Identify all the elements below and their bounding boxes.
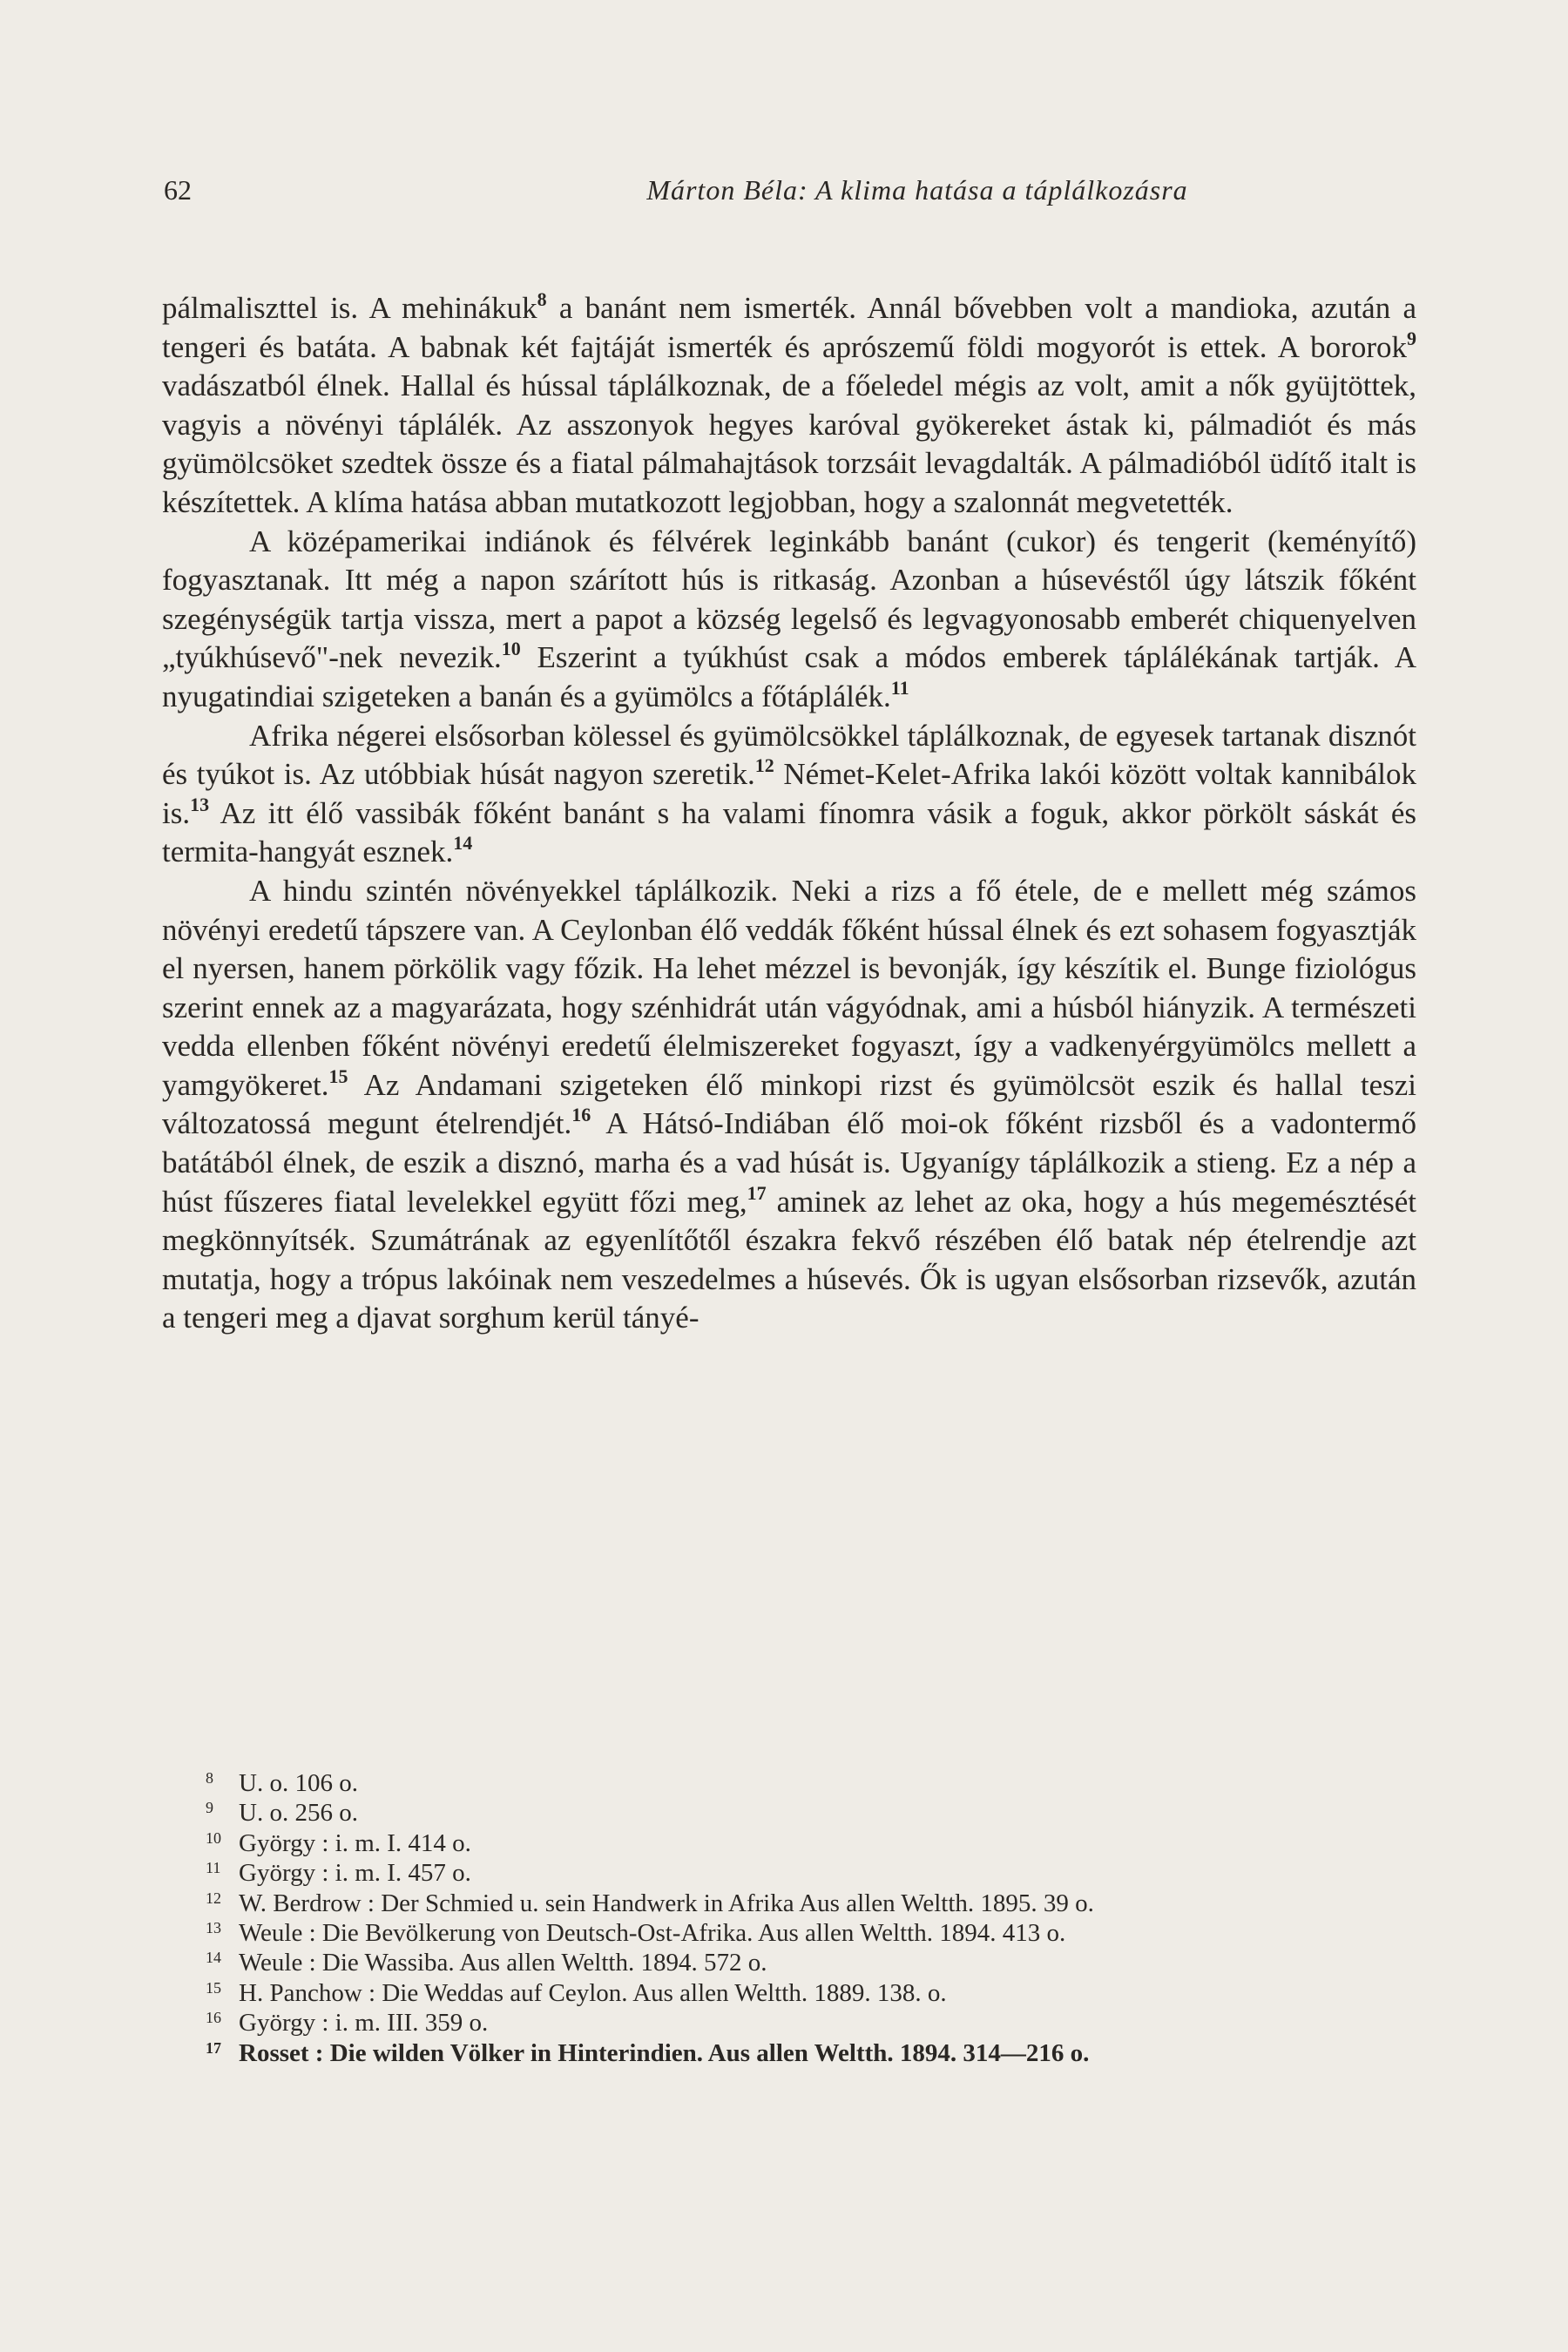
footnote-16: [164, 2008, 1418, 2038]
paragraph-3: [162, 717, 1416, 872]
footnote-mark: 12: [206, 1889, 221, 1907]
main-text: [162, 289, 1416, 1338]
footnote-9: [164, 1798, 1418, 1828]
footnote-ref-16: 16: [571, 1104, 591, 1126]
footnote-ref-10: 10: [501, 638, 521, 660]
page-number: 62: [164, 174, 192, 206]
text-run: A Hátsó-Indiában élő moi-ok főként rizsből és a vadontermő batátából élnek, de eszik a disznó, marha és a vad húsát is. Ugyanígy táplálkozik a stieng. Ez a nép a húst fűszeres fiatal levelekkel együtt főzi meg,: [162, 1106, 1416, 1219]
footnote-text: U. o. 106 o.: [239, 1769, 358, 1797]
footnote-mark: 15: [206, 1978, 221, 1997]
footnote-mark: 14: [206, 1949, 221, 1967]
footnote-13: [164, 1918, 1418, 1948]
footnote-ref-8: 8: [537, 288, 547, 310]
footnote-mark: 9: [206, 1799, 213, 1817]
text-run: a banánt nem ismerték. Annál bővebben volt a mandioka, azután a tengeri és batáta. A babnak két fajtáját ismerték és aprószemű földi mogyorót is ettek. A bororok: [162, 291, 1416, 364]
footnote-10: [164, 1828, 1418, 1858]
footnote-text: U. o. 256 o.: [239, 1799, 358, 1828]
footnote-ref-15: 15: [328, 1064, 348, 1087]
footnote-17: [164, 2038, 1418, 2068]
running-title: Márton Béla: A klima hatása a táplálkozásra: [646, 174, 1188, 206]
text-run: Az Andamani szigeteken élő minkopi rizst és gyümölcsöt eszik és hallal teszi változatossá megunt ételrendjét.: [162, 1067, 1416, 1141]
paragraph-1: [162, 289, 1416, 523]
paragraph-4: [162, 872, 1416, 1338]
footnote-mark: 17: [206, 2038, 221, 2057]
footnote-text: Rosset : Die wilden Völker in Hinterindien. Aus allen Weltth. 1894. 314—216 o.: [239, 2038, 1090, 2067]
text-run: A hindu szintén növényekkel táplálkozik. Neki a rizs a fő étele, de e mellett még számos növényi eredetű tápszere van. A Ceylonban élő veddák főként hússal élnek és ezt sohasem fogyasztják el nyersen, hanem pörkölik vagy főzik. Ha lehet mézzel is bevonják, így készítik el. Bunge fiziológus szerint ennek az a magyarázata, hogy szénhidrát után vágyódnak, ami a húsból hiányzik. A természeti vedda ellenben főként növényi eredetű élelmiszereket fogyaszt, így a vadkenyérgyümölcs mellett a yamgyökeret.: [162, 873, 1416, 1102]
text-run: Afrika négerei elsősorban kölessel és gyümölcsökkel táplálkoznak, de egyesek tartanak disznót és tyúkot is. Az utóbbiak húsát nagyon szeretik.: [162, 718, 1416, 792]
footnote-text: Weule : Die Bevölkerung von Deutsch-Ost-Afrika. Aus allen Weltth. 1894. 413 o.: [239, 1919, 1066, 1948]
text-run: Eszerint a tyúkhúst csak a módos emberek táplálékának tartják. A nyugatindiai szigeteken a banán és a gyümölcs a főtáplálék.: [162, 640, 1416, 713]
footnote-text: György : i. m. I. 457 o.: [239, 1859, 471, 1888]
paragraph-2: [162, 523, 1416, 717]
footnote-text: Weule : Die Wassiba. Aus allen Weltth. 1894. 572 o.: [239, 1949, 767, 1977]
footnote-ref-11: 11: [890, 676, 909, 699]
footnote-15: [164, 1978, 1418, 2008]
footnote-14: [164, 1948, 1418, 1977]
text-run: A középamerikai indiánok és félvérek leginkább banánt (cukor) és tengerit (keményítő) fogyasztanak. Itt még a napon szárított hús is ritkaság. Azonban a húsevéstől úgy látszik főként szegénységük tartja vissza, mert a papot a község legelső és legvagyonosabb emberét chiquenyelven „tyúkhúsevő"-nek nevezik.: [162, 524, 1416, 675]
footnote-ref-14: 14: [453, 832, 473, 855]
footnote-text: H. Panchow : Die Weddas auf Ceylon. Aus allen Weltth. 1889. 138. o.: [239, 1978, 947, 2007]
footnote-text: György : i. m. I. 414 o.: [239, 1828, 471, 1857]
footnote-mark: 10: [206, 1828, 221, 1847]
text-run: pálmaliszttel is. A mehinákuk: [162, 291, 537, 325]
footnote-mark: 8: [206, 1769, 213, 1787]
footnote-12: [164, 1889, 1418, 1918]
footnote-11: [164, 1858, 1418, 1888]
footnotes: [164, 1768, 1418, 2068]
footnote-ref-13: 13: [190, 793, 210, 815]
footnote-text: W. Berdrow : Der Schmied u. sein Handwerk in Afrika Aus allen Weltth. 1895. 39 o.: [239, 1889, 1094, 1917]
page-header: [164, 174, 1409, 218]
footnote-8: [164, 1768, 1418, 1798]
footnote-ref-17: 17: [747, 1181, 767, 1204]
footnote-text: György : i. m. III. 359 o.: [239, 2009, 489, 2038]
footnote-mark: 13: [206, 1919, 221, 1937]
footnote-ref-12: 12: [754, 754, 774, 777]
text-run: Német-Kelet-Afrika lakói között voltak kannibálok is.: [162, 757, 1416, 830]
footnote-ref-9: 9: [1407, 327, 1416, 349]
footnote-mark: 16: [206, 2009, 221, 2027]
text-run: Az itt élő vassibák főként banánt s ha valami fínomra vásik a foguk, akkor pörkölt sáskát és termita-hangyát esznek.: [162, 795, 1416, 869]
text-run: vadászatból élnek. Hallal és hússal táplálkoznak, de a főeledel mégis az volt, amit a nők gyüjtöttek, vagyis a növényi táplálék. Az asszonyok hegyes karóval gyökereket ástak ki, pálmadiót és más gyümölcsöket szedtek össze és a fiatal pálmahajtások torzsáit levagdalták. A pálmadióból üdítő italt is készítettek. A klíma hatása abban mutatkozott legjobban, hogy a szalonnát megvetették.: [162, 368, 1416, 519]
footnote-mark: 11: [206, 1859, 221, 1877]
text-run: aminek az lehet az oka, hogy a hús megemésztését megkönnyítsék. Szumátrának az egyenlítőtől északra fekvő részében élő batak nép ételrendje azt mutatja, hogy a trópus lakóinak nem veszedelmes a húsevés. Ők is ugyan elsősorban rizsevők, azután a tengeri meg a djavat sorghum kerül tányé-: [162, 1184, 1416, 1335]
